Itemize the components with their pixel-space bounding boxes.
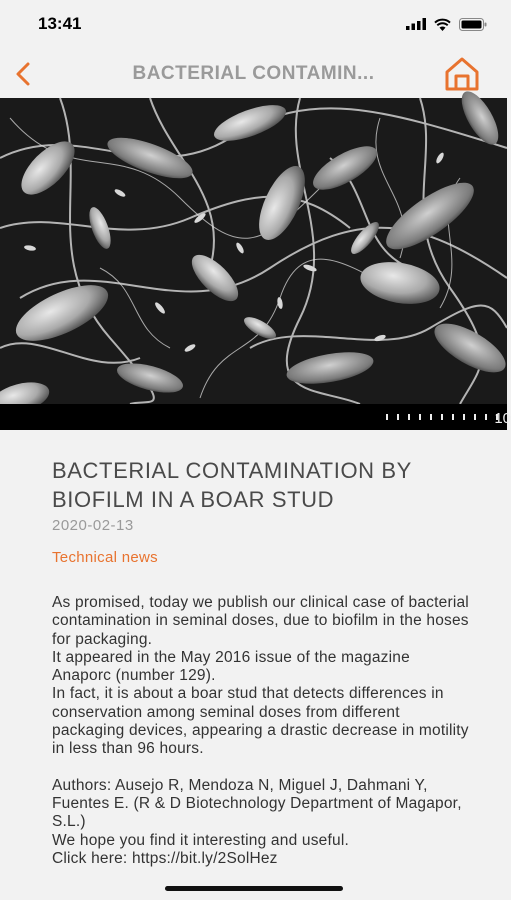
article-link-line: [52, 850, 472, 868]
article-closing: We hope you find it interesting and useful.: [52, 831, 349, 849]
article-external-link[interactable]: https://bit.ly/2SolHez: [131, 849, 278, 867]
chevron-left-icon: [8, 58, 38, 90]
cellular-signal-icon: [406, 18, 426, 30]
battery-icon: [459, 18, 487, 31]
click-here-label: Click here:: [52, 849, 128, 867]
article-authors: Authors: Ausejo R, Mendoza N, Miguel J, Dahmani Y, Fuentes E. (R & D Biotechnology Department of Magapor, S.L.): [52, 776, 462, 831]
page-title: BACTERIAL CONTAMIN...: [132, 63, 375, 84]
bacteria-micrograph-image: [0, 98, 507, 404]
back-button[interactable]: [8, 58, 38, 90]
hero-pagination-dots: [386, 414, 509, 420]
hero-caption-strip: [0, 404, 511, 430]
status-icons: [406, 17, 487, 31]
hero-page-indicator: 10: [494, 410, 511, 427]
article-paragraph: As promised, today we publish our clinical case of bacterial contamination in seminal doses, due to biofilm in the hoses for packaging.: [52, 594, 469, 648]
status-bar: [0, 0, 507, 50]
article-paragraph: In fact, it is about a boar stud that detects differences in conservation among seminal doses from different packaging devices, appearing a drastic decrease in motility in less than 96 hours.: [52, 685, 469, 758]
article-category-link[interactable]: Technical news: [52, 549, 158, 566]
article-date: 2020-02-13: [52, 517, 134, 534]
article-body: [52, 594, 472, 868]
status-time: 13:41: [38, 14, 82, 33]
article-title: BACTERIAL CONTAMINATION BY BIOFILM IN A BOAR STUD: [52, 458, 412, 512]
navigation-bar: [0, 50, 507, 98]
home-icon: [443, 56, 481, 92]
article-content: [52, 430, 472, 868]
article-paragraph: It appeared in the May 2016 issue of the magazine Anaporc (number 129).: [52, 648, 410, 685]
home-indicator[interactable]: [165, 886, 343, 891]
hero-image[interactable]: [0, 98, 511, 430]
wifi-icon: [434, 18, 451, 31]
home-button[interactable]: [443, 56, 481, 92]
